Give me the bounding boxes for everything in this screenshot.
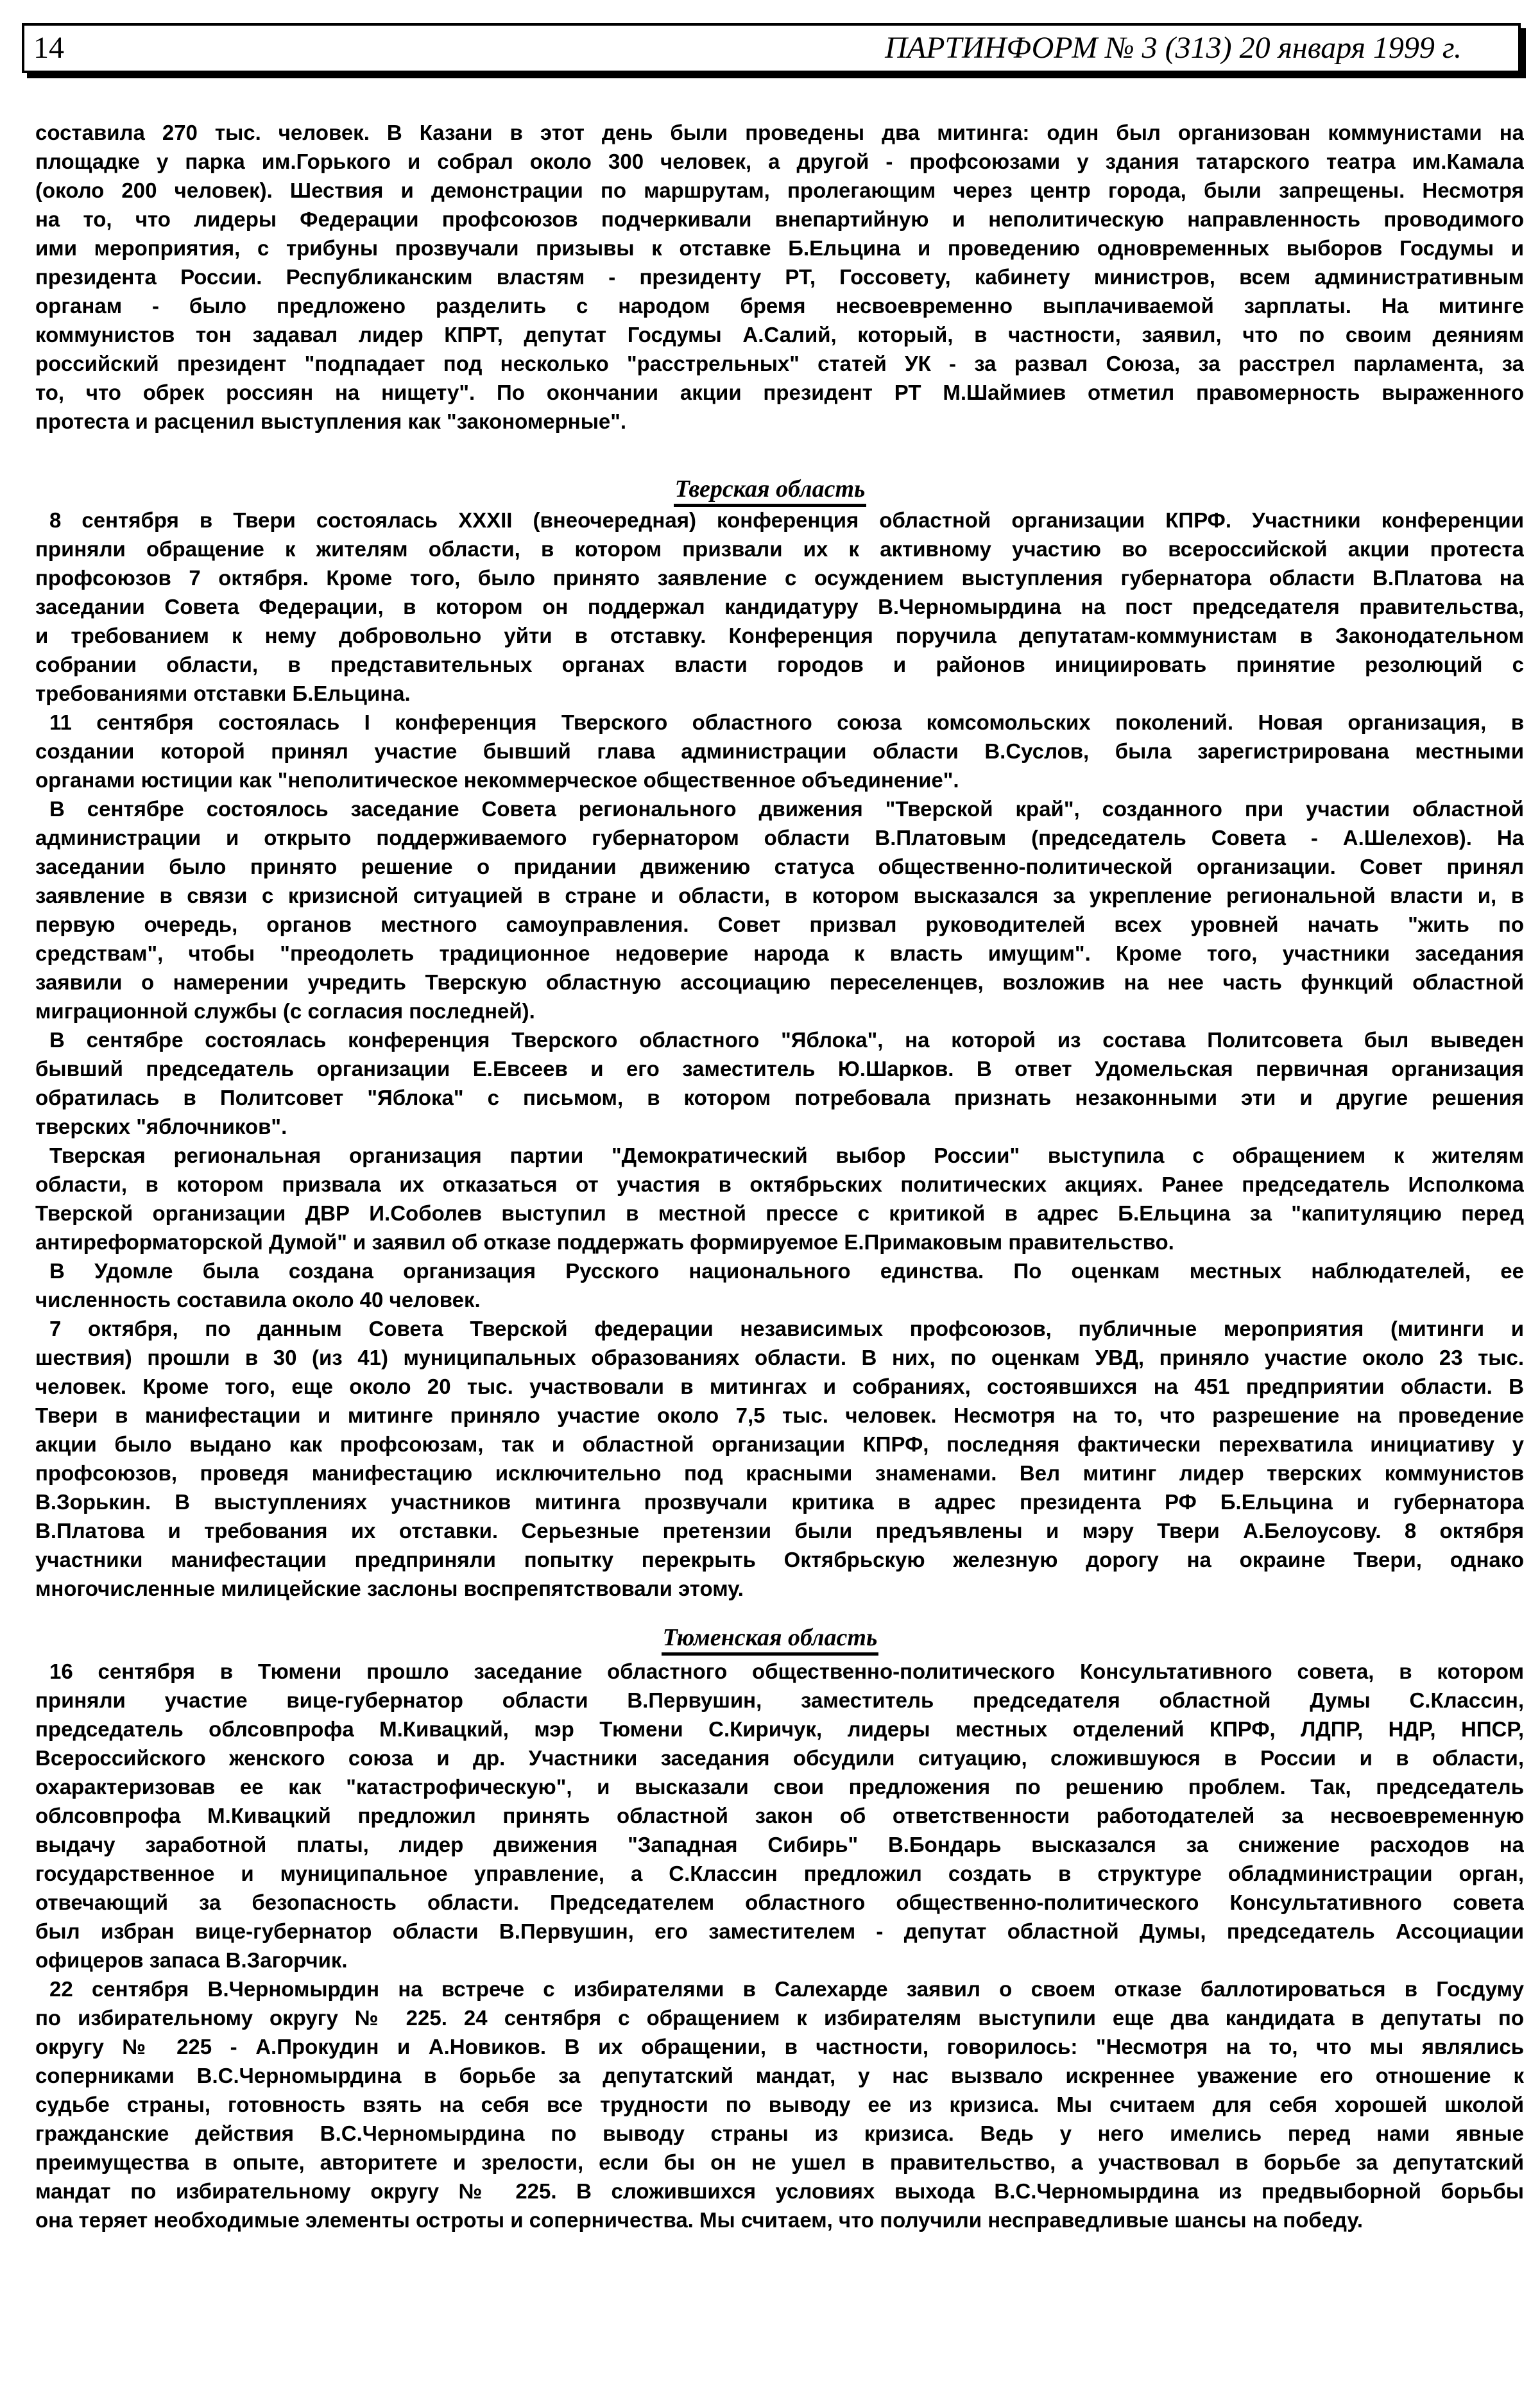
text-line: выдачу заработной платы, лидер движения "Западная Сибирь" В.Бондарь высказался за снижение расходов на <box>35 1833 1524 1856</box>
text-line: области, в котором призвала их отказаться от участия в октябрьских политических акциях. Ранее председатель Исполкома <box>35 1172 1524 1196</box>
paragraph <box>35 1141 1524 1256</box>
text-line: органами юстиции как "неполитическое некоммерческое общественное объединение". <box>35 768 959 792</box>
text-line: миграционной службы (с согласия последней). <box>35 999 535 1023</box>
text-line: составила 270 тыс. человек. В Казани в этот день были проведены два митинга: один был организован коммунистами на <box>35 121 1524 144</box>
text-line: администрации и открыто поддерживаемого губернатором области В.Платовым (председатель Совета - А.Шелехов). На <box>35 826 1524 850</box>
text-line: коммунистов тон задавал лидер КПРТ, депутат Госдумы А.Салий, который, в частности, заявил, что по своим деяниям <box>35 323 1524 347</box>
text-line: органам - было предложено разделить с народом бремя несвоевременно выплачиваемой зарплаты. На митинге <box>35 294 1524 318</box>
text-line: заседании Совета Федерации, в котором он поддержал кандидатуру В.Черномырдина на пост председателя правительства, <box>35 595 1524 619</box>
text-line: председатель облсовпрофа М.Кивацкий, мэр Тюмени С.Киричук, лидеры местных отделений КПРФ, ЛДПР, НДР, НПСР, <box>35 1717 1524 1741</box>
paragraph <box>35 506 1524 708</box>
text-line: создании которой принял участие бывший глава администрации области В.Суслов, была зарегистрирована местными <box>35 739 1524 763</box>
text-line: приняли обращение к жителям области, в котором призвали их к активному участию во всероссийской акции протеста <box>35 537 1524 561</box>
text-line: тверских "яблочников". <box>35 1115 287 1138</box>
text-line: заявили о намерении учредить Тверскую областную ассоциацию переселенцев, возложив на нее часть функций областной <box>35 970 1524 994</box>
text-line: заседании было принято решение о придании движению статуса общественно-политической организации. Совет принял <box>35 855 1524 878</box>
text-line: человек. Кроме того, еще около 20 тыс. участвовали в митингах и собраниях, состоявшихся на 451 предприятии области. В <box>35 1375 1524 1398</box>
text-line: охарактеризовав ее как "катастрофическую", и высказали свои предложения по решению проблем. Так, председатель <box>35 1775 1524 1799</box>
section-heading-tyumen <box>0 1624 1540 1652</box>
tyumen-heading-text: Тюменская область <box>662 1624 879 1656</box>
intro-section <box>35 118 1524 436</box>
paragraph <box>35 118 1524 436</box>
text-line: 22 сентября В.Черномырдин на встрече с избирателями в Салехарде заявил о своем отказе баллотироваться в Госдуму <box>49 1977 1524 2001</box>
text-line: В.Зорькин. В выступлениях участников митинга прозвучали критика в адрес президента РФ Б.Ельцина и губернатора <box>35 1490 1524 1514</box>
text-line: бывший председатель организации Е.Евсеев и его заместитель Ю.Шарков. В ответ Удомельская первичная организация <box>35 1057 1524 1081</box>
text-line: В.Платова и требования их отставки. Серьезные претензии были предъявлены и мэру Твери А.Белоусову. 8 октября <box>35 1519 1524 1543</box>
issue-info: ПАРТИНФОРМ № 3 (313) 20 января 1999 г. <box>885 31 1462 65</box>
text-line: президента России. Республиканским властям - президенту РТ, Госсовету, кабинету министров, всем административным <box>35 265 1524 289</box>
text-line: офицеров запаса В.Загорчик. <box>35 1948 348 1972</box>
text-line: 8 сентября в Твери состоялась XXXII (внеочередная) конференция областной организации КПРФ. Участники конференции <box>49 508 1524 532</box>
text-line: площадке у парка им.Горького и собрал около 300 человек, а другой - профсоюзами у здания татарского театра им.Камала <box>35 150 1524 173</box>
text-line: Всероссийского женского союза и др. Участники заседания обсудили ситуацию, сложившуюся в России и в области, <box>35 1746 1524 1770</box>
text-line: по избирательному округу № 225. 24 сентября с обращением к избирателям выступили еще два кандидата в депутаты по <box>35 2006 1524 2030</box>
page-number: 14 <box>33 31 64 65</box>
text-line: преимущества в опыте, авторитете и зрелости, если бы он не ушел в правительство, а участвовал в борьбе за депутатский <box>35 2150 1524 2174</box>
text-line: гражданские действия В.С.Черномырдина по выводу страны из кризиса. Ведь у него имелись перед нами явные <box>35 2121 1524 2145</box>
section-heading-tver <box>0 475 1540 503</box>
text-line: мандат по избирательному округу № 225. В сложившихся условиях выхода В.С.Черномырдина из предвыборной борьбы <box>35 2179 1524 2203</box>
tver-heading-text: Тверская область <box>674 476 867 507</box>
text-line: Тверской организации ДВР И.Соболев выступил в местной прессе с критикой в адрес Б.Ельцина за "капитуляцию перед <box>35 1201 1524 1225</box>
text-line: соперниками В.С.Черномырдина в борьбе за депутатский мандат, у нас вызвало искреннее уважение его отношение к <box>35 2064 1524 2087</box>
text-line: приняли участие вице-губернатор области В.Первушин, заместитель председателя областной Думы С.Классин, <box>35 1688 1524 1712</box>
text-line: обратилась в Политсовет "Яблока" с письмом, в котором потребовала признать незаконными эти и другие решения <box>35 1086 1524 1110</box>
text-line: В сентябре состоялась конференция Тверского областного "Яблока", на которой из состава Политсовета был выведен <box>49 1028 1524 1052</box>
text-line: на то, что лидеры Федерации профсоюзов подчеркивали внепартийную и неполитическую направленность проводимого <box>35 207 1524 231</box>
text-line: государственное и муниципальное управление, а С.Классин предложил создать в структуре обладминистрации орган, <box>35 1862 1524 1885</box>
text-line: был избран вице-губернатор области В.Первушин, его заместителем - депутат областной Думы, председатель Ассоциации <box>35 1919 1524 1943</box>
tyumen-section <box>35 1657 1524 2234</box>
text-line: участники манифестации предприняли попытку перекрыть Октябрьскую железную дорогу на окраине Твери, однако <box>35 1548 1524 1572</box>
text-line: то, что обрек россиян на нищету". По окончании акции президент РТ М.Шаймиев отметил правомерность выраженного <box>35 381 1524 404</box>
paragraph <box>35 794 1524 1025</box>
text-line: ими мероприятия, с трибуны прозвучали призывы к отставке Б.Ельцина и проведению одновременных выборов Госдумы и <box>35 236 1524 260</box>
text-line: В сентябре состоялось заседание Совета регионального движения "Тверской край", созданного при участии областной <box>49 797 1524 821</box>
text-line: Тверская региональная организация партии "Демократический выбор России" выступила с обращением к жителям <box>49 1144 1524 1167</box>
text-line: акции было выдано как профсоюзам, так и областной организации КПРФ, последняя фактически перехватила инициативу у <box>35 1432 1524 1456</box>
text-line: профсоюзов, проведя манифестацию исключительно под красными знаменами. Вел митинг лидер тверских коммунистов <box>35 1461 1524 1485</box>
text-line: облсовпрофа М.Кивацкий предложил принять областной закон об ответственности работодателей за несвоевременную <box>35 1804 1524 1828</box>
paragraph <box>35 1314 1524 1603</box>
text-line: профсоюзов 7 октября. Кроме того, было принято заявление с осуждением выступления губернатора области В.Платова на <box>35 566 1524 590</box>
text-line: (около 200 человек). Шествия и демонстрации по маршрутам, пролегающим через центр города, были запрещены. Несмотря <box>35 178 1524 202</box>
text-line: протеста и расценил выступления как "закономерные". <box>35 409 627 433</box>
text-line: 11 сентября состоялась I конференция Тверского областного союза комсомольских поколений. Новая организация, в <box>49 710 1524 734</box>
text-line: многочисленные милицейские заслоны воспрепятствовали этому. <box>35 1577 744 1600</box>
text-line: и требованием к нему добровольно уйти в отставку. Конференция поручила депутатам-коммунистам в Законодательном <box>35 624 1524 647</box>
paragraph <box>35 1025 1524 1141</box>
paragraph <box>35 708 1524 794</box>
text-line: 16 сентября в Тюмени прошло заседание областного общественно-политического Консультативного совета, в котором <box>49 1659 1524 1683</box>
tver-section <box>35 506 1524 1603</box>
text-line: первую очередь, органов местного самоуправления. Совет призвал руководителей всех уровней начать "жить по <box>35 913 1524 936</box>
text-line: собрании области, в представительных органах власти городов и районов инициировать принятие резолюций с <box>35 653 1524 676</box>
text-line: округу № 225 - А.Прокудин и А.Новиков. В их обращении, в частности, говорилось: "Несмотря на то, что мы являлись <box>35 2035 1524 2059</box>
text-line: Твери в манифестации и митинге приняло участие около 7,5 тыс. человек. Несмотря на то, что разрешение на проведение <box>35 1403 1524 1427</box>
text-line: средствам", чтобы "преодолеть традиционное недоверие народа к власть имущим". Кроме того, участники заседания <box>35 941 1524 965</box>
text-line: антиреформаторской Думой" и заявил об отказе поддержать формируемое Е.Примаковым правительство. <box>35 1230 1174 1254</box>
text-line: 7 октября, по данным Совета Тверской федерации независимых профсоюзов, публичные мероприятия (митинги и <box>49 1317 1524 1341</box>
text-line: она теряет необходимые элементы остроты и соперничества. Мы считаем, что получили несправедливые шансы на победу. <box>35 2208 1363 2232</box>
text-line: шествия) прошли в 30 (из 41) муниципальных образованиях области. В них, по оценкам УВД, приняло участие около 23 тыс. <box>35 1346 1524 1369</box>
text-line: заявление в связи с кризисной ситуацией в стране и области, в котором высказался за укрепление региональной власти и, в <box>35 884 1524 907</box>
text-line: требованиями отставки Б.Ельцина. <box>35 681 411 705</box>
paragraph <box>35 1657 1524 1975</box>
text-line: численность составила около 40 человек. <box>35 1288 481 1312</box>
page-header <box>22 23 1521 73</box>
text-line: отвечающий за безопасность области. Председателем областного общественно-политического Консультативного совета <box>35 1890 1524 1914</box>
paragraph <box>35 1256 1524 1314</box>
text-line: судьбе страны, готовность взять на себя все трудности по выводу ее из кризиса. Мы считаем для себя хорошей школой <box>35 2093 1524 2116</box>
text-line: В Удомле была создана организация Русского национального единства. По оценкам местных наблюдателей, ее <box>49 1259 1524 1283</box>
text-line: российский президент "подпадает под несколько "расстрельных" статей УК - за развал Союза, за расстрел парламента, за <box>35 352 1524 375</box>
paragraph <box>35 1975 1524 2234</box>
